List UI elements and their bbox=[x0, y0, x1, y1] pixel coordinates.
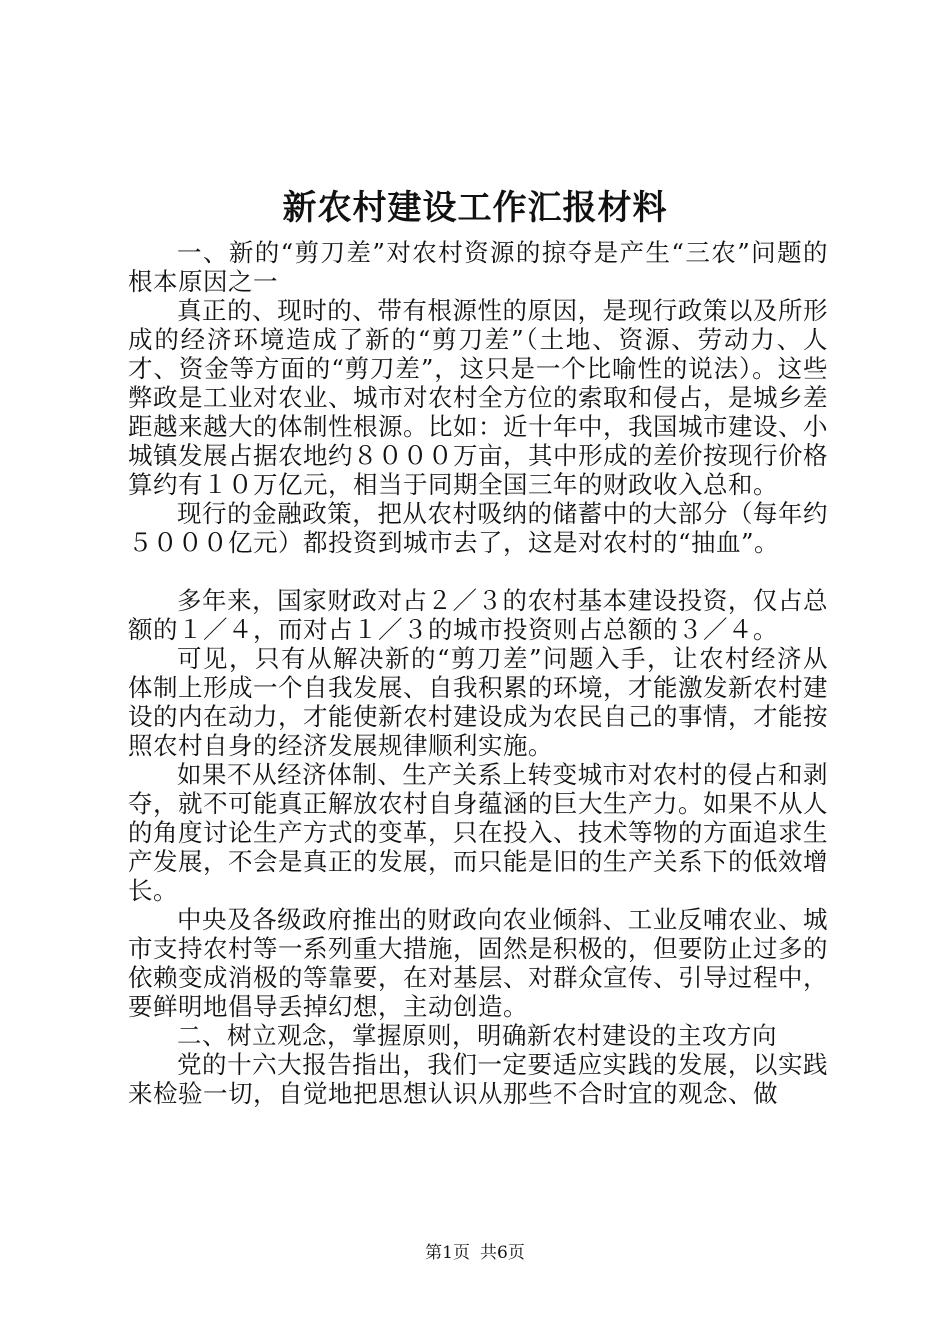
page-footer bbox=[0, 1242, 950, 1264]
body-paragraph: 可见，只有从解决新的“剪刀差”问题入手，让农村经济从体制上形成一个自我发展、自我积累的环境，才能激发新农村建设的内在动力，才能使新农村建设成为农民自己的事情，才能按照农村自身的经济发展规律顺利实施。 bbox=[128, 644, 828, 760]
body-paragraph: 现行的金融政策，把从农村吸纳的储蓄中的大部分（每年约５０００亿元）都投资到城市去了，这是对农村的“抽血”。 bbox=[128, 499, 828, 557]
body-paragraph: 党的十六大报告指出，我们一定要适应实践的发展，以实践来检验一切，自觉地把思想认识从那些不合时宜的观念、做 bbox=[128, 1050, 828, 1108]
page-total: 共6页 bbox=[480, 1243, 525, 1263]
body-paragraph: 多年来，国家财政对占２／３的农村基本建设投资，仅占总额的１／４，而对占１／３的城市投资则占总额的３／４。 bbox=[128, 586, 828, 644]
body-paragraph: 真正的、现时的、带有根源性的原因，是现行政策以及所形成的经济环境造成了新的“剪刀差”（土地、资源、劳动力、人才、资金等方面的“剪刀差”，这只是一个比喻性的说法）。这些弊政是工业对农业、城市对农村全方位的索取和侵占，是城乡差距越来越大的体制性根源。比如：近十年中，我国城市建设、小城镇发展占据农地约８０００万亩，其中形成的差价按现行价格算约有１０万亿元，相当于同期全国三年的财政收入总和。 bbox=[128, 296, 828, 499]
section-heading-1: 一、新的“剪刀差”对农村资源的掠夺是产生“三农”问题的根本原因之一 bbox=[128, 238, 828, 296]
body-paragraph: 如果不从经济体制、生产关系上转变城市对农村的侵占和剥夺，就不可能真正解放农村自身蕴涵的巨大生产力。如果不从人的角度讨论生产方式的变革，只在投入、技术等物的方面追求生产发展，不会是真正的发展，而只能是旧的生产关系下的低效增长。 bbox=[128, 760, 828, 905]
section-heading-2: 二、树立观念，掌握原则，明确新农村建设的主攻方向 bbox=[177, 1021, 777, 1050]
document-title: 新农村建设工作汇报材料 bbox=[282, 188, 668, 228]
document-body bbox=[128, 238, 828, 1108]
page-number: 第1页 bbox=[425, 1243, 470, 1263]
body-paragraph: 中央及各级政府推出的财政向农业倾斜、工业反哺农业、城市支持农村等一系列重大措施，固然是积极的，但要防止过多的依赖变成消极的等靠要，在对基层、对群众宣传、引导过程中，要鲜明地倡导丢掉幻想，主动创造。 bbox=[128, 905, 828, 1021]
